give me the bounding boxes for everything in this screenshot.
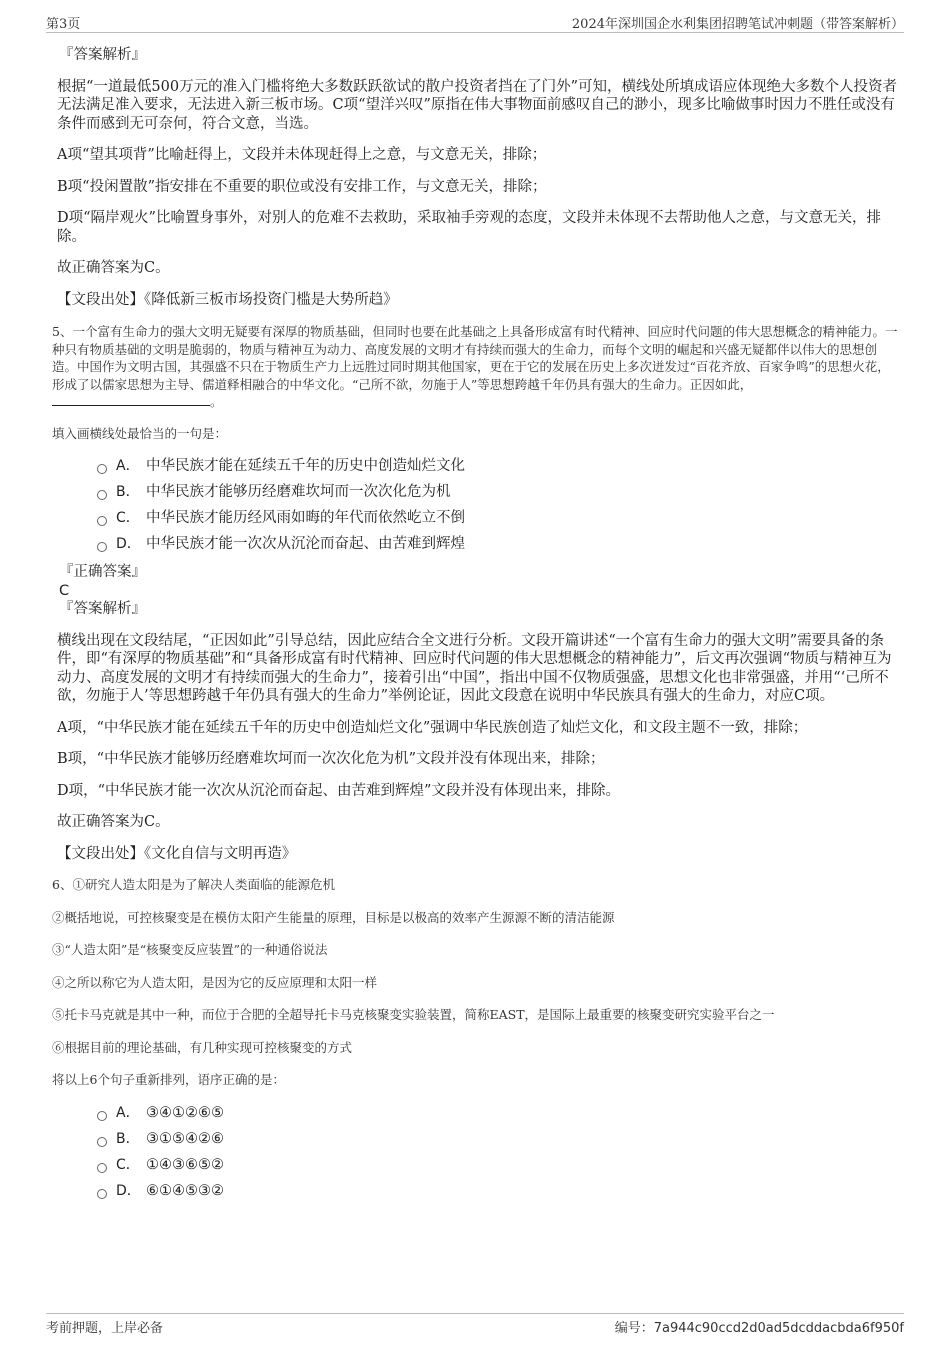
option-label: C． bbox=[116, 510, 140, 526]
q6-options bbox=[57, 1103, 898, 1201]
page-header bbox=[46, 10, 904, 33]
page-number: 第3页 bbox=[46, 17, 81, 32]
q6-sentence-3: ③“人造太阳”是“核聚变反应装置”的一种通俗说法 bbox=[52, 942, 328, 957]
footer-code-value: 7a944c90ccd2d0ad5dcddacbda6f950f bbox=[653, 1321, 904, 1336]
page-footer bbox=[46, 1313, 904, 1340]
q6-sentence-4: ④之所以称它为人造太阳，是因为它的反应原理和太阳一样 bbox=[52, 974, 378, 990]
q5-source: 【文段出处】《文化自信与文明再造》 bbox=[57, 845, 297, 862]
q5-analysis-p1: 横线出现在文段结尾，“正因如此”引导总结，因此应结合全文进行分析。文段开篇讲述“一个富有生命力的强大文明”需要具备的条件，即“有深厚的物质基础”和“具备形成富有时代精神、回应时代问题的伟大思想概念的精神能力”，后文再次强调“物质与精神互为动力、高度发展的文明才有持续而强大的生命力”，接着引出“中国”，指出中国不仅物质强盛，思想文化也非常强盛，并用“‘己所不欲，勿施于人’等思想跨越千年仍具有强大的生命力”举例论证，因此文段意在说明中华民族具有强大的生命力，对应C项。 bbox=[57, 632, 892, 704]
radio-icon[interactable] bbox=[97, 516, 107, 526]
q5-answer: C bbox=[59, 582, 70, 599]
option-text: ③①⑤④②⑥ bbox=[146, 1130, 224, 1147]
q5-analysis-p3: B项，“中华民族才能够历经磨难坎坷而一次次化危为机”文段并没有体现出来，排除； bbox=[57, 751, 605, 767]
q5-option-b[interactable] bbox=[97, 482, 898, 502]
q6-option-c[interactable] bbox=[97, 1155, 898, 1175]
option-label: A． bbox=[116, 458, 140, 474]
option-label: B． bbox=[116, 1130, 140, 1147]
option-text: 中华民族才能历经风雨如晦的年代而依然屹立不倒 bbox=[146, 510, 465, 526]
option-text: 中华民族才能在延续五千年的历史中创造灿烂文化 bbox=[146, 458, 465, 474]
option-label: C． bbox=[116, 1156, 140, 1173]
q5-stem-text: 5、一个富有生命力的强大文明无疑要有深厚的物质基础，但同时也要在此基础之上具备形成富有时代精神、回应时代问题的伟大思想概念的精神能力。一种只有物质基础的文明是脆弱的，物质与精神互为动力、高度发展的文明才有持续而强大的生命力，而每个文明的崛起和兴盛无疑都伴以伟大的思想创造。中国作为文明古国，其强盛不只在于物质生产力上远胜过同时期其他国家，更在于它的发展在历史上多次迸发过“百花齐放、百家争鸣”的思想火花，形成了以儒家思想为主导、儒道释相融合的中华文化。“己所不欲，勿施于人”等思想跨越千年仍具有强大的生命力。正因如此， bbox=[52, 324, 898, 392]
q6-option-b[interactable] bbox=[97, 1129, 898, 1149]
q5-options bbox=[57, 456, 898, 554]
q6-prompt: 将以上6个句子重新排列，语序正确的是： bbox=[52, 1072, 285, 1087]
q5-stem bbox=[52, 323, 898, 411]
option-text: ①④③⑥⑤② bbox=[146, 1156, 224, 1173]
q4-answer-sentence: 故正确答案为C。 bbox=[57, 260, 170, 276]
q6-option-d[interactable] bbox=[97, 1181, 898, 1201]
q6-sentence-2: ②概括地说，可控核聚变是在模仿太阳产生能量的原理，目标是以极高的效率产生源源不断的清洁能源 bbox=[52, 909, 615, 925]
q5-analysis-p2: A项，“中华民族才能在延续五千年的历史中创造灿烂文化”强调中华民族创造了灿烂文化，和文段主题不一致，排除； bbox=[57, 719, 808, 736]
q4-analysis-p3: B项“投闲置散”指安排在不重要的职位或没有安排工作，与文意无关，排除； bbox=[57, 178, 547, 195]
q6-sentence-1: 6、①研究人造太阳是为了解决人类面临的能源危机 bbox=[52, 877, 335, 892]
q4-analysis-p4: D项“隔岸观火”比喻置身事外，对别人的危难不去救助，采取袖手旁观的态度，文段并未体现不去帮助他人之意，与文意无关，排除。 bbox=[57, 210, 881, 245]
q6-sentence-6: ⑥根据目前的理论基础，有几种实现可控核聚变的方式 bbox=[52, 1039, 353, 1055]
footer-code bbox=[615, 1317, 904, 1336]
option-text: ⑥①④⑤③② bbox=[146, 1182, 224, 1199]
option-label: B． bbox=[116, 484, 140, 500]
radio-icon[interactable] bbox=[97, 490, 107, 500]
q5-stem-end: 。 bbox=[210, 394, 223, 409]
page-content bbox=[52, 46, 898, 1201]
radio-icon[interactable] bbox=[97, 1189, 107, 1199]
q4-source: 【文段出处】《降低新三板市场投资门槛是大势所趋》 bbox=[57, 291, 398, 308]
q5-prompt: 填入画横线处最恰当的一句是： bbox=[52, 425, 228, 441]
radio-icon[interactable] bbox=[97, 542, 107, 552]
option-text: 中华民族才能一次次从沉沦而奋起、由苦难到辉煌 bbox=[146, 536, 465, 552]
q5-analysis-p4: D项，“中华民族才能一次次从沉沦而奋起、由苦难到辉煌”文段并没有体现出来，排除。 bbox=[57, 782, 620, 799]
q5-analysis-label: 『答案解析』 bbox=[59, 601, 146, 617]
q5-option-a[interactable] bbox=[97, 456, 898, 476]
q4-analysis-p1: 根据“一道最低500万元的准入门槛将绝大多数跃跃欲试的散户投资者挡在了门外”可知，横线处所填成语应体现绝大多数个人投资者无法满足准入要求，无法进入新三板市场。C项“望洋兴叹”原指在伟大事物面前感叹自己的渺小，现多比喻做事时因力不胜任或没有条件而感到无可奈何，符合文意，当选。 bbox=[57, 78, 897, 132]
q4-analysis-label: 『答案解析』 bbox=[59, 47, 146, 63]
footer-code-label: 编号： bbox=[614, 1321, 654, 1336]
option-text: 中华民族才能够历经磨难坎坷而一次次化危为机 bbox=[146, 484, 451, 500]
q5-option-d[interactable] bbox=[97, 534, 898, 554]
document-title: 2024年深圳国企水利集团招聘笔试冲刺题（带答案解析） bbox=[571, 17, 904, 32]
radio-icon[interactable] bbox=[97, 464, 107, 474]
option-text: ③④①②⑥⑤ bbox=[146, 1104, 224, 1121]
option-label: D． bbox=[116, 536, 141, 552]
q5-answer-label: 『正确答案』 bbox=[59, 564, 146, 580]
q6-sentence-5: ⑤托卡马克就是其中一种，而位于合肥的全超导托卡马克核聚变实验装置，简称EAST，是国际上最重要的核聚变研究实验平台之一 bbox=[52, 1007, 775, 1022]
q5-answer-sentence: 故正确答案为C。 bbox=[57, 814, 170, 830]
option-label: D． bbox=[116, 1182, 141, 1199]
radio-icon[interactable] bbox=[97, 1137, 107, 1147]
q5-option-c[interactable] bbox=[97, 508, 898, 528]
option-label: A． bbox=[116, 1104, 140, 1121]
radio-icon[interactable] bbox=[97, 1111, 107, 1121]
q6-option-a[interactable] bbox=[97, 1103, 898, 1123]
footer-slogan: 考前押题，上岸必备 bbox=[46, 1321, 164, 1336]
q4-analysis-p2: A项“望其项背”比喻赶得上，文段并未体现赶得上之意，与文意无关，排除； bbox=[57, 147, 547, 163]
radio-icon[interactable] bbox=[97, 1163, 107, 1173]
q5-answer-blank bbox=[52, 393, 210, 406]
